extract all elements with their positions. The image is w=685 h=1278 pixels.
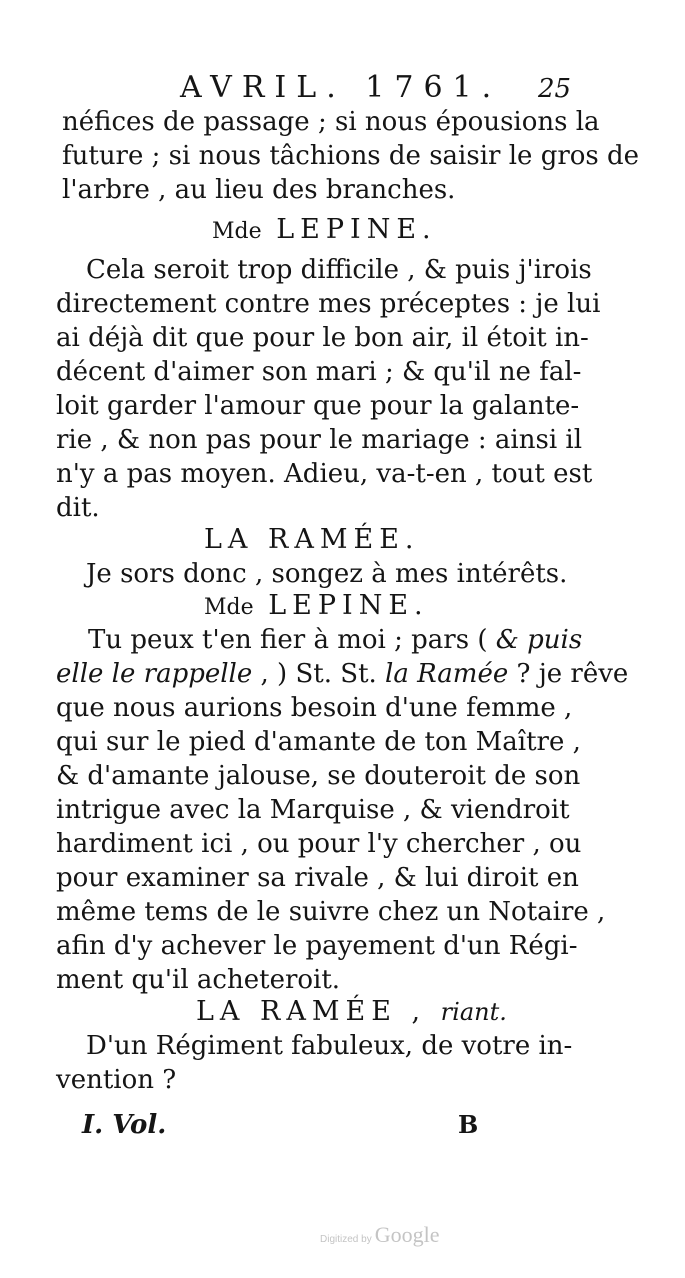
speaker-heading (212, 214, 437, 248)
stage-direction: & puis (495, 625, 583, 655)
digitization-watermark (320, 1222, 439, 1248)
text-line: hardiment ici , ou pour l'y chercher , ou (56, 829, 582, 859)
running-head: AVRIL. 1761. (180, 70, 502, 105)
text-line (56, 658, 628, 690)
speaker-name: LEPINE. (276, 214, 437, 245)
text-segment: ? je rêve (508, 659, 629, 689)
text-line: loit garder l'amour que pour la galante- (56, 391, 580, 421)
gathering-mark: B (458, 1110, 479, 1139)
speaker-title: Mde (212, 219, 262, 244)
text-line: directement contre mes préceptes : je lui (56, 289, 601, 319)
text-line: pour examiner sa rivale , & lui diroit en (56, 863, 579, 893)
text-line: & d'amante jalouse, se douteroit de son (56, 761, 581, 791)
text-line: qui sur le pied d'amante de ton Maître , (56, 727, 581, 757)
text-segment: Tu peux t'en fier à moi ; pars ( (88, 625, 496, 655)
speaker-heading (196, 996, 507, 1028)
text-line: l'arbre , au lieu des branches. (62, 175, 456, 205)
speaker-name: LA RAMÉE , (196, 996, 427, 1027)
text-line: vention ? (56, 1065, 177, 1095)
text-line: ment qu'il acheteroit. (56, 965, 341, 995)
text-line: ai déjà dit que pour le bon air, il étoit in- (56, 323, 589, 353)
character-name: la Ramée (385, 659, 509, 689)
text-line: dit. (56, 493, 100, 523)
speaker-name: LEPINE. (268, 590, 429, 621)
page-number: 25 (538, 74, 572, 104)
speaker-title: Mde (204, 595, 254, 620)
text-line: Cela seroit trop difficile , & puis j'irois (86, 255, 592, 285)
text-line: afin d'y achever le payement d'un Régi- (56, 931, 578, 961)
google-logo: Google (374, 1222, 440, 1247)
text-line: Je sors donc , songez à mes intérêts. (86, 559, 568, 589)
text-line (88, 624, 582, 656)
text-line: néfices de passage ; si nous épousions la (62, 107, 600, 137)
text-line: même tems de le suivre chez un Notaire , (56, 897, 606, 927)
text-line: D'un Régiment fabuleux, de votre in- (86, 1031, 573, 1061)
speaker-name: LA RAMÉE. (204, 524, 420, 555)
text-line: rie , & non pas pour le mariage : ainsi il (56, 425, 583, 455)
volume-signature: I. Vol. (82, 1110, 167, 1140)
text-line: décent d'aimer son mari ; & qu'il ne fal- (56, 357, 582, 387)
text-line: intrigue avec la Marquise , & viendroit (56, 795, 570, 825)
stage-direction: riant. (440, 998, 507, 1026)
speaker-heading (204, 590, 429, 624)
speaker-heading (204, 524, 420, 556)
text-line: future ; si nous tâchions de saisir le gros de (62, 141, 640, 171)
watermark-text: Digitized by (320, 1234, 372, 1245)
text-line: n'y a pas moyen. Adieu, va-t-en , tout est (56, 459, 593, 489)
text-segment: , ) St. St. (252, 659, 386, 689)
stage-direction: elle le rappelle (56, 659, 253, 689)
text-line: que nous aurions besoin d'une femme , (56, 693, 573, 723)
